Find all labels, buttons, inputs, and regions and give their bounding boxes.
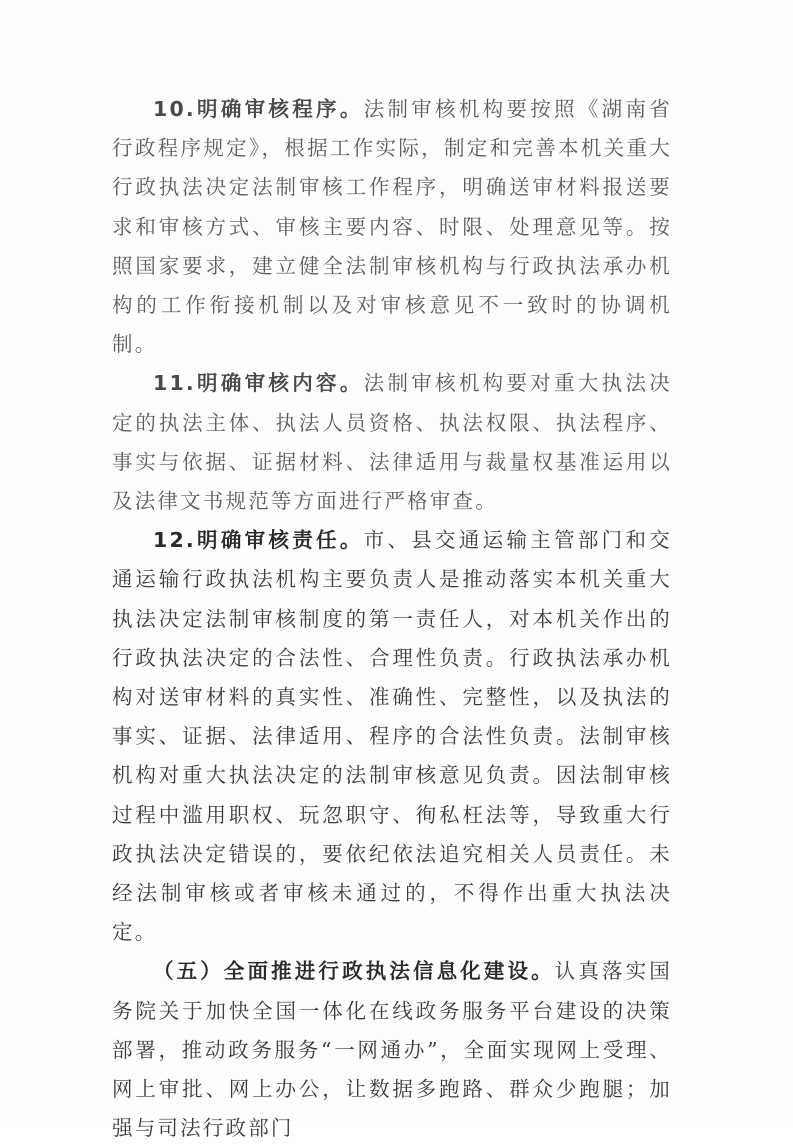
paragraph-heading: 10.明确审核程序。 [153, 97, 364, 121]
paragraph-heading: 12.明确审核责任。 [153, 528, 364, 553]
paragraph-review-responsibility [112, 521, 672, 952]
paragraph-informatization [112, 952, 672, 1148]
paragraph-text: 认真落实国务院关于加快全国一体化在线政务服务平台建设的决策部署，推动政务服务“一网通办”，全面实现网上受理、网上审批、网上办公，让数据多跑路、群众少跑腿；加强与司法行政部门 [112, 959, 672, 1141]
paragraph-text: 法制审核机构要对重大执法决定的执法主体、执法人员资格、执法权限、执法程序、事实与依据、证据材料、法律适用与裁量权基准运用以及法律文书规范等方面进行严格审查。 [112, 371, 672, 514]
paragraph-review-content [112, 364, 672, 521]
paragraph-review-procedure [112, 90, 672, 364]
document-body [112, 90, 672, 1148]
paragraph-heading: （五）全面推进行政执法信息化建设。 [153, 959, 555, 984]
paragraph-heading: 11.明确审核内容。 [153, 371, 364, 396]
paragraph-text: 市、县交通运输主管部门和交通运输行政执法机构主要负责人是推动落实本机关重大执法决定法制审核制度的第一责任人，对本机关作出的行政执法决定的合法性、合理性负责。行政执法承办机构对送审材料的真实性、准确性、完整性，以及执法的事实、证据、法律适用、程序的合法性负责。法制审核机构对重大执法决定的法制审核意见负责。因法制审核过程中滥用职权、玩忽职守、徇私枉法等，导致重大行政执法决定错误的，要依纪依法追究相关人员责任。未经法制审核或者审核未通过的，不得作出重大执法决定。 [112, 528, 672, 945]
paragraph-text: 法制审核机构要按照《湖南省行政程序规定》，根据工作实际，制定和完善本机关重大行政执法决定法制审核工作程序，明确送审材料报送要求和审核方式、审核主要内容、时限、处理意见等。按照国家要求，建立健全法制审核机构与行政执法承办机构的工作衔接机制以及对审核意见不一致时的协调机制。 [112, 97, 672, 357]
